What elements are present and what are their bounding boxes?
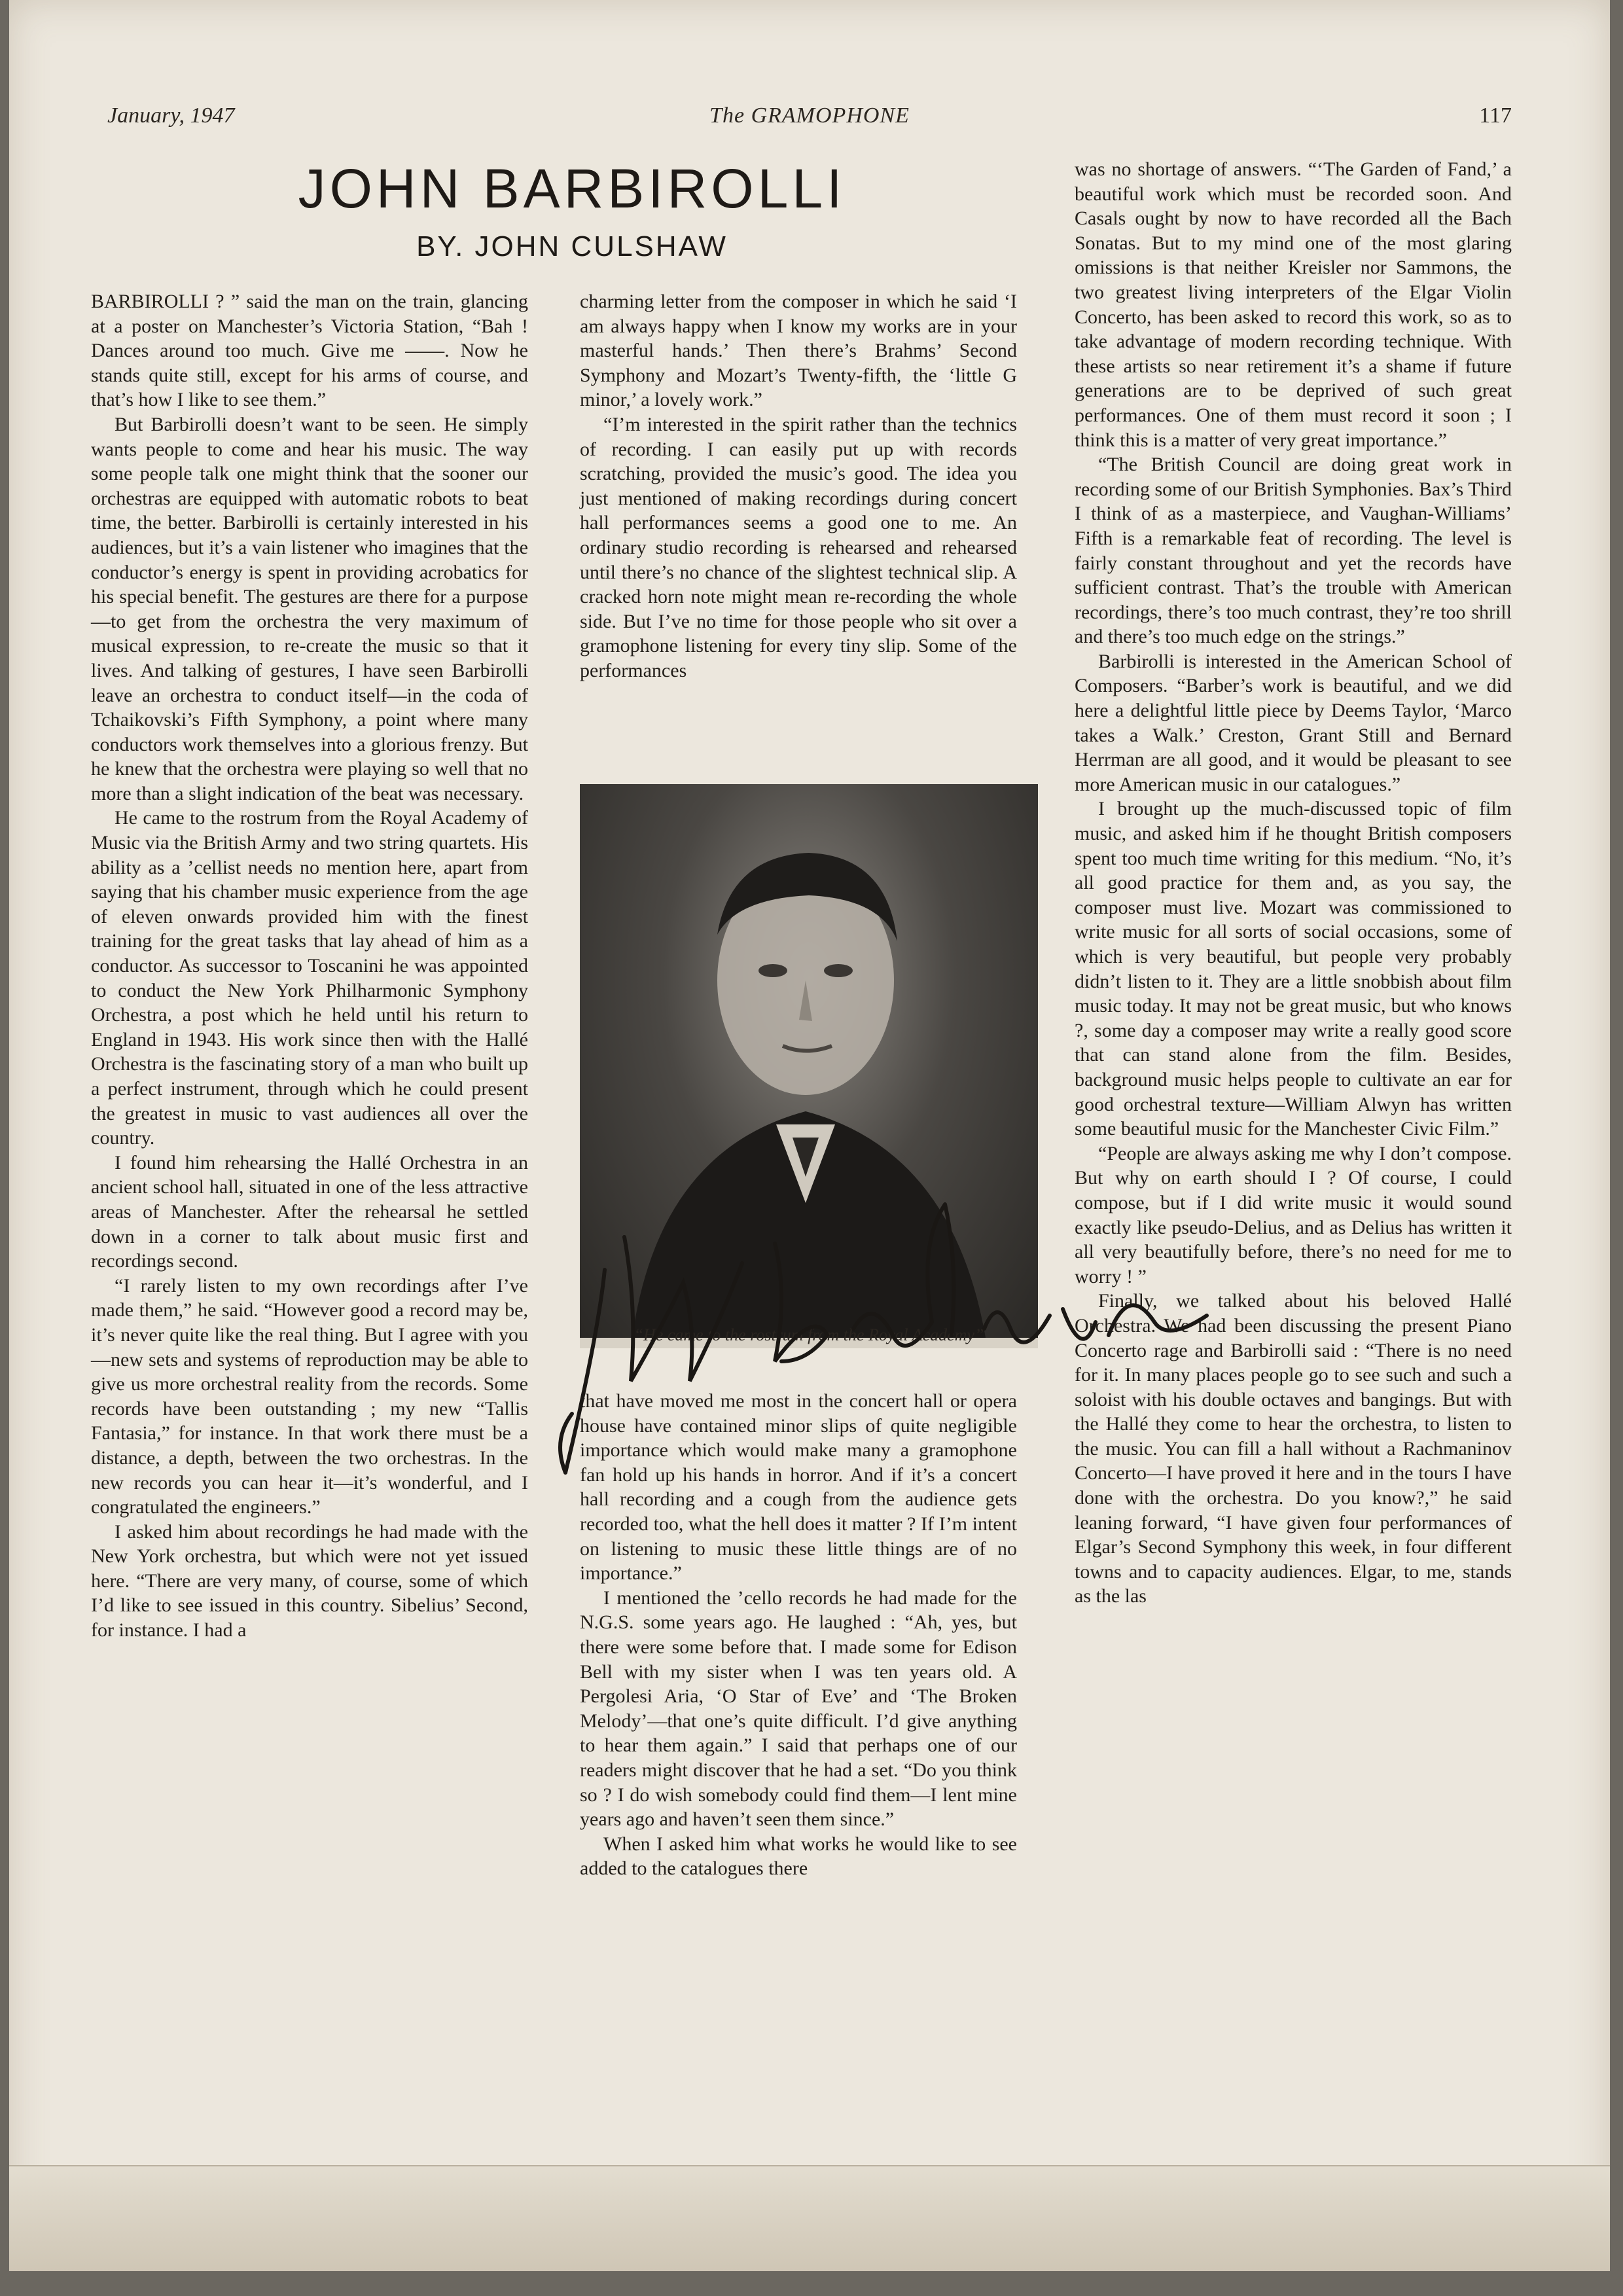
paragraph: Barbirolli is interested in the American School of Composers. “Barber’s work is beautiful, and we did here a delightful little piece by Deems Taylor, ‘Marco takes a Walk.’ Creston, Grant Still and Bernard Herrman are all good, and it would be pleasant to see more American music in our catalogues.”	[1075, 650, 1512, 795]
column-1	[91, 289, 528, 1643]
portrait-image	[580, 784, 1038, 1338]
portrait-figure-icon	[580, 784, 1038, 1338]
portrait-photo	[580, 784, 1038, 1348]
paragraph: “I rarely listen to my own recordings after I’ve made them,” he said. “However good a record may be, it’s never quite like the real thing. But I agree with you—new sets and systems of reproduction may be able to give us more orchestral reality from the records. Some records have been outstanding ; my new “Tallis Fantasia,” for instance. In that work there must be a distance, a depth, between the two orchestras. In the new records you can hear it—it’s wonderful, and I congratulated the engineers.”	[91, 1274, 528, 1518]
paragraph: When I asked him what works he would like to see added to the catalogues there	[580, 1833, 1017, 1880]
column-3	[1075, 157, 1512, 1609]
magazine-page	[9, 0, 1610, 2271]
paragraph: Finally, we talked about his beloved Hallé Orchestra. We had been discussing the present Piano Concerto rage and Barbirolli said : “There is no need for it. In many places people go to see such and such a soloist with his double octaves and bangings. But with the Hallé they come to hear the orchestra, to listen to the music. You can fill a hall without a Rachmaninov Concerto—I have proved it here and in the tours I have done with the orchestra. Do you know?,” he said leaning forward, “I have given four performances of Elgar’s Second Symphony this week, in four different towns and to capacity audiences. Elgar, to me, stands as the las	[1075, 1290, 1512, 1607]
paragraph: I mentioned the ’cello records he had made for the N.G.S. some years ago. He laughed : “Ah, yes, but there were some before that. I made some for Edison Bell with my sister when I was ten years old. A Pergolesi Aria, ‘O Star of Eve’ and ‘The Broken Melody’—that one’s quite difficult. I’d give anything to hear them again.” I said that perhaps one of our readers might discover that he had a set. “Do you think so ? I do wish somebody could find them—I lent mine years ago and haven’t seen them since.”	[580, 1587, 1017, 1831]
column-2-bottom	[580, 1389, 1017, 1881]
paragraph: BARBIROLLI ? ” said the man on the train, glancing at a poster on Manchester’s Victoria Station, “Bah ! Dances around too much. Give me ——. Now he stands quite still, except for his arms of course, and that’s how I like to see them.”	[91, 291, 528, 411]
paragraph: But Barbirolli doesn’t want to be seen. He simply wants people to come and hear his music. The way some people talk one might think that the sooner our orchestras are equipped with automatic robots to beat time, the better. Barbirolli is certainly interested in his audiences, but it’s a vain listener who imagines that the conductor’s energy is spent in providing acrobatics for his special benefit. The gestures are there for a purpose—to get from the orchestra the very maximum of musical expression, to re-create the music so that it lives. And talking of gestures, I have seen Barbirolli leave an orchestra to conduct itself—in the coda of Tchaikovski’s Fifth Symphony, a point where many conductors work themselves into a glorious frenzy. But he knew that the orchestra were playing so well that no more than a slight indication of the beat was necessary.	[91, 413, 528, 804]
issue-date: January, 1947	[107, 103, 235, 128]
paragraph: “I’m interested in the spirit rather than the technics of recording. I can easily put up with records scratching, provided the music’s good. The idea you just mentioned of making recordings during concert hall performances seems a good one to me. An ordinary studio recording is rehearsed and rehearsed until there’s no chance of the slightest technical slip. A cracked horn note might mean re-recording the whole side. But I’ve no time for those people who sit over a gramophone listening for every tiny slip. Some of the performances	[580, 413, 1017, 681]
article-title: JOHN BARBIROLLI	[298, 158, 846, 219]
paragraph: I found him rehearsing the Hallé Orchestra in an ancient school hall, situated in one of the less attractive areas of Manchester. After the rehearsal he settled down in a corner to talk about music first and recordings second.	[91, 1151, 528, 1272]
article-byline: BY. JOHN CULSHAW	[416, 230, 728, 262]
paragraph: “The British Council are doing great work in recording some of our British Symphonies. Bax’s Third I think of as a masterpiece, and Vaughan-Williams’ Fifth is a remarkable feat of recording. The level is fairly constant throughout and yet the records have sufficient contrast. That’s the trouble with American recordings, there’s too much contrast, they’re too shrill and there’s too much edge on the strings.”	[1075, 454, 1512, 648]
photo-caption: “He came to the rostrum from the Royal Academy”	[633, 1325, 984, 1344]
paragraph: I brought up the much-discussed topic of film music, and asked him if he thought British composers spent too much time writing for this medium. “No, it’s all good practice for them and, as you say, the composer must live. Mozart was commissioned to write music for all sorts of social occasions, some of which is very beautiful, but people very probably didn’t listen to it. They are a little snobbish about film music today. It may not be great music, but who knows ?, some day a composer may write a really good score that can stand alone from the film. Besides, background music helps people to cultivate an ear for good orchestral texture—William Alwyn has written some beautiful music for the Manchester Civic Film.”	[1075, 798, 1512, 1140]
paragraph: I asked him about recordings he had made with the New York orchestra, but which were not yet issued here. “There are very many, of course, some of which I’d like to see issued in this country. Sibelius’ Second, for instance. I had a	[91, 1520, 528, 1641]
paragraph: He came to the rostrum from the Royal Academy of Music via the British Army and two string quartets. His ability as a ’cellist needs no mention here, apart from saying that his chamber music experience from the age of eleven onwards provided him with the finest training for the great tasks that lay ahead of him as a conductor. As successor to Toscanini he was appointed to conduct the New York Philharmonic Symphony Orchestra, a post which he held until his return to England in 1943. His work since then with the Hallé Orchestra is the fascinating story of a man who built up a perfect instrument, through which he could present the greatest in music to vast audiences all over the country.	[91, 807, 528, 1149]
paragraph: was no shortage of answers. “‘The Garden of Fand,’ a beautiful work which must be recorded soon. And Casals ought by now to have recorded all the Bach Sonatas. But to my mind one of the most glaring omissions is that neither Kreisler nor Sammons, the two greatest living interpreters of the Elgar Violin Concerto, has been asked to record this work, so as to take advantage of modern recording technique. With these artists so near retirement it’s a shame if future generations are to be deprived of such great performances. One of them must record it soon ; I think this is a matter of very great importance.”	[1075, 158, 1512, 451]
scan-edge	[9, 2165, 1610, 2271]
column-2-top	[580, 289, 1017, 683]
paragraph: “People are always asking me why I don’t compose. But why on earth should I ? Of course, I could compose, but if I did write music it would sound exactly like pseudo-Delius, and as Delius has written it all very beautifully before, there’s no need for me to worry ! ”	[1075, 1142, 1512, 1287]
page-number: 117	[1479, 103, 1512, 128]
paragraph: charming letter from the composer in which he said ‘I am always happy when I know my works are in your masterful hands.’ Then there’s Brahms’ Second Symphony and Mozart’s Twenty-fifth, the ‘little G minor,’ a lovely work.”	[580, 291, 1017, 411]
paragraph: that have moved me most in the concert hall or opera house have contained minor slips of quite negligible importance which would make many a gramophone fan hold up his hands in horror. And if it’s a concert hall recording and a cough from the audience gets recorded too, what the hell does it matter ? If I’m intent on listening to music these little things are of no importance.”	[580, 1390, 1017, 1585]
publication-name: The GRAMOPHONE	[709, 103, 910, 128]
